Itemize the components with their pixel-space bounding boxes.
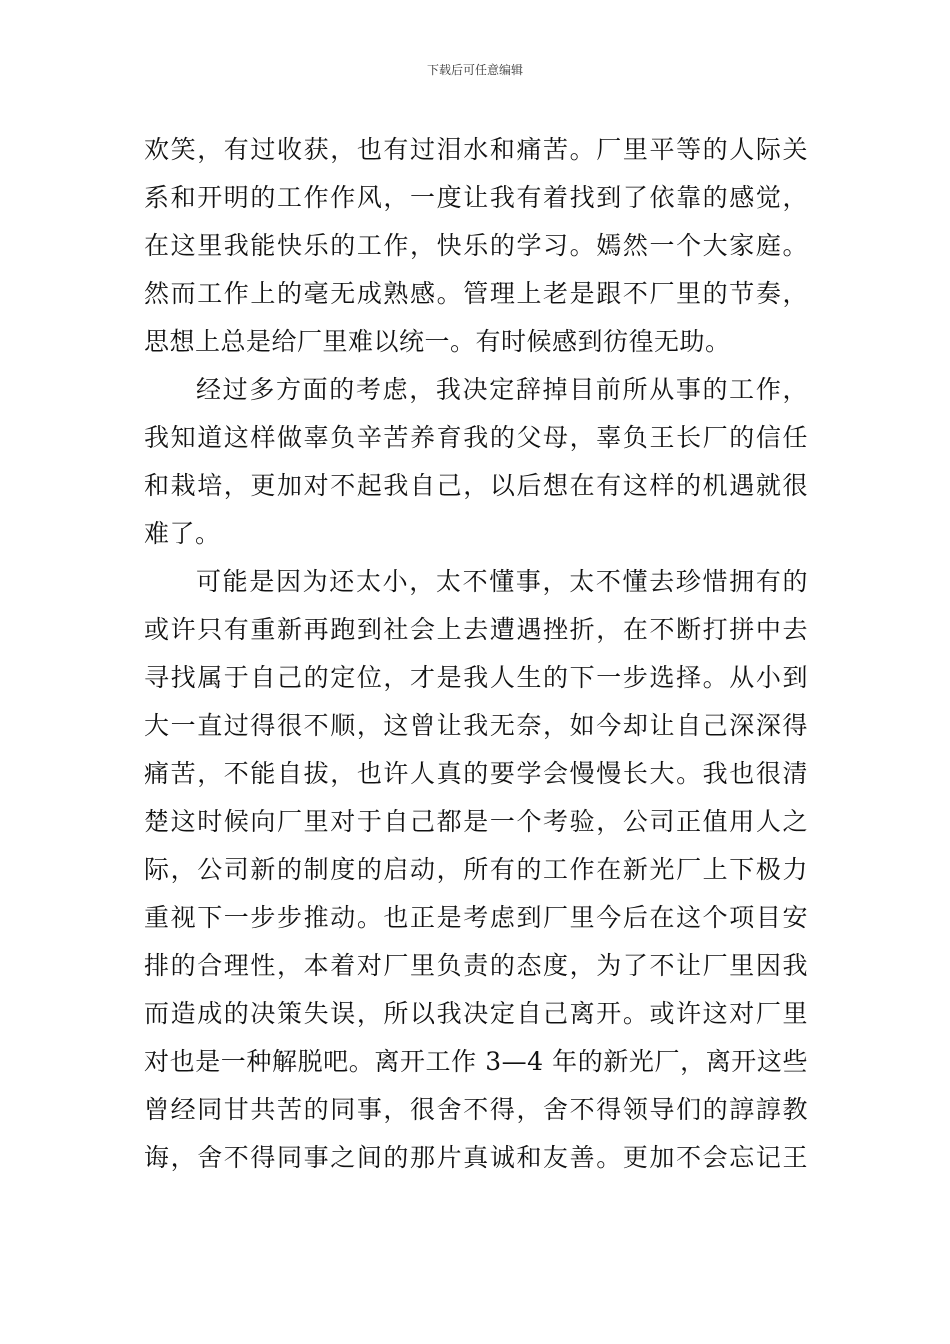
page-header: 下载后可任意编辑 bbox=[426, 63, 523, 77]
text-line: 或许只有重新再跑到社会上去遭遇挫折，在不断打拼中去 bbox=[144, 615, 808, 644]
text-line: 诲，舍不得同事之间的那片真诚和友善。更加不会忘记王 bbox=[144, 1143, 808, 1172]
text-line: 欢笑，有过收获，也有过泪水和痛苦。厂里平等的人际关 bbox=[144, 135, 808, 164]
paragraph-first-line: 可能是因为还太小，太不懂事，太不懂去珍惜拥有的 bbox=[196, 567, 808, 596]
text-line: 而造成的决策失误，所以我决定自己离开。或许这对厂里 bbox=[144, 999, 808, 1028]
text-line: 重视下一步步推动。也正是考虑到厂里今后在这个项目安 bbox=[144, 903, 808, 932]
text-line: 大一直过得很不顺，这曾让我无奈，如今却让自己深深得 bbox=[144, 711, 808, 740]
text-line: 寻找属于自己的定位，才是我人生的下一步选择。从小到 bbox=[144, 663, 808, 692]
paragraph-first-line: 经过多方面的考虑，我决定辞掉目前所从事的工作， bbox=[196, 375, 808, 404]
text-line: 际，公司新的制度的启动，所有的工作在新光厂上下极力 bbox=[144, 855, 808, 884]
text-line: 对也是一种解脱吧。离开工作 3—4 年的新光厂，离开这些 bbox=[144, 1047, 808, 1076]
text-line: 我知道这样做辜负辛苦养育我的父母，辜负王长厂的信任 bbox=[144, 423, 808, 452]
text-line: 楚这时候向厂里对于自己都是一个考验，公司正值用人之 bbox=[144, 807, 808, 836]
text-line: 曾经同甘共苦的同事，很舍不得，舍不得领导们的諄諄教 bbox=[144, 1095, 808, 1124]
text-line: 系和开明的工作作风，一度让我有着找到了依靠的感觉， bbox=[144, 183, 808, 212]
text-line: 和栽培，更加对不起我自己，以后想在有这样的机遇就很 bbox=[144, 471, 808, 500]
text-line: 思想上总是给厂里难以统一。有时候感到彷徨无助。 bbox=[144, 327, 731, 356]
text-line: 难了。 bbox=[144, 519, 221, 548]
text-line: 然而工作上的毫无成熟感。管理上老是跟不厂里的节奏， bbox=[144, 279, 808, 308]
text-line: 排的合理性，本着对厂里负责的态度，为了不让厂里因我 bbox=[144, 951, 808, 980]
text-line: 在这里我能快乐的工作，快乐的学习。嫣然一个大家庭。 bbox=[144, 231, 808, 260]
text-line: 痛苦，不能自拔，也许人真的要学会慢慢长大。我也很清 bbox=[144, 759, 808, 788]
document-body bbox=[144, 126, 808, 1182]
